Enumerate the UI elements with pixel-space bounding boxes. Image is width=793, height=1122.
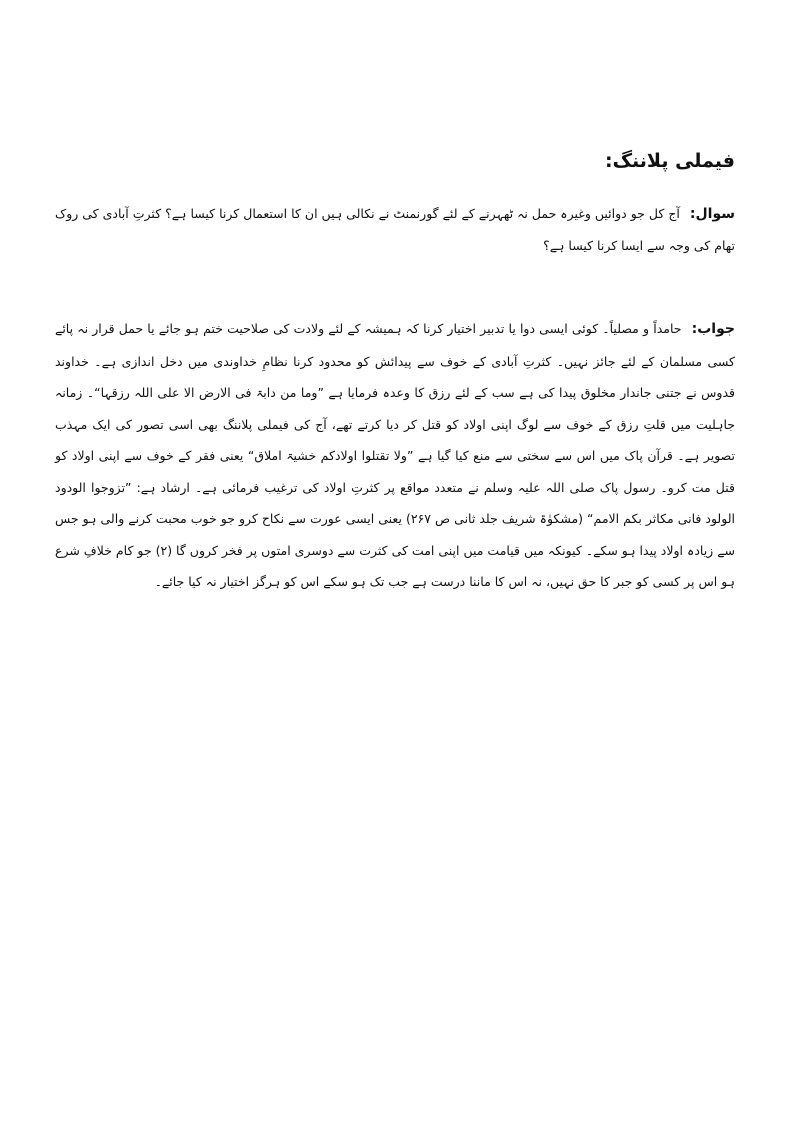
answer-label: جواب: xyxy=(691,321,735,337)
question-text: آج کل جو دوائیں وغیرہ حمل نہ ٹھہرنے کے لئے گورنمنٹ نے نکالی ہیں ان کا استعمال کرنا کیسا ہے؟ کثرتِ آبادی کی روک تھام کی وجہ سے ایسا کرنا کیسا ہے؟ xyxy=(55,206,735,253)
answer-text: حامداً و مصلیاً۔ کوئی ایسی دوا یا تدبیر اختیار کرنا کہ ہمیشہ کے لئے ولادت کی صلاحیت ختم ہو جائے یا حمل قرار نہ پائے کسی مسلمان کے لئے جائز نہیں۔ کثرتِ آبادی کے خوف سے پیدائش کو محدود کرنا نظامِ خداوندی میں دخل اندازی ہے۔ خداوند قدوس نے جتنی جاندار مخلوق پیدا کی ہے سب کے لئے رزق کا وعدہ فرمایا ہے ”وما من دابۃ فی الارض الا علی اللہ رزقہا“۔ زمانہ جاہلیت میں قلتِ رزق کے خوف سے لوگ اپنی اولاد کو قتل کر دیا کرتے تھے، آج کی فیملی پلاننگ بھی اسی تصور کی ایک مہذب تصویر ہے۔ قرآن پاک میں اس سے سختی سے منع کیا گیا ہے ”ولا تقتلوا اولادکم خشیۃ املاق“ یعنی فقر کے خوف سے اپنی اولاد کو قتل مت کرو۔ رسول پاک صلی اللہ علیہ وسلم نے متعدد مواقع پر کثرتِ اولاد کی ترغیب فرمائی ہے۔ ارشاد ہے: ”تزوجوا الودود الولود فانی مکاثر بکم الامم“ (مشکوٰۃ شریف جلد ثانی ص ۲۶۷) یعنی ایسی عورت سے نکاح کرو جو خوب محبت کرنے والی ہو جس سے زیادہ اولاد پیدا ہو سکے۔ کیونکہ میں قیامت میں اپنی امت کی کثرت سے دوسری امتوں پر فخر کروں گا (۲) جو کام خلافِ شرع ہو اس پر کسی کو جبر کا حق نہیں، نہ اس کا ماننا درست ہے جب تک ہو سکے اس کو ہرگز اختیار نہ کیا جائے۔ xyxy=(55,321,735,589)
section-heading: فیملی پلاننگ: xyxy=(604,150,735,172)
answer-paragraph xyxy=(55,313,735,598)
question-paragraph xyxy=(55,198,735,262)
question-label: سوال: xyxy=(689,206,735,222)
